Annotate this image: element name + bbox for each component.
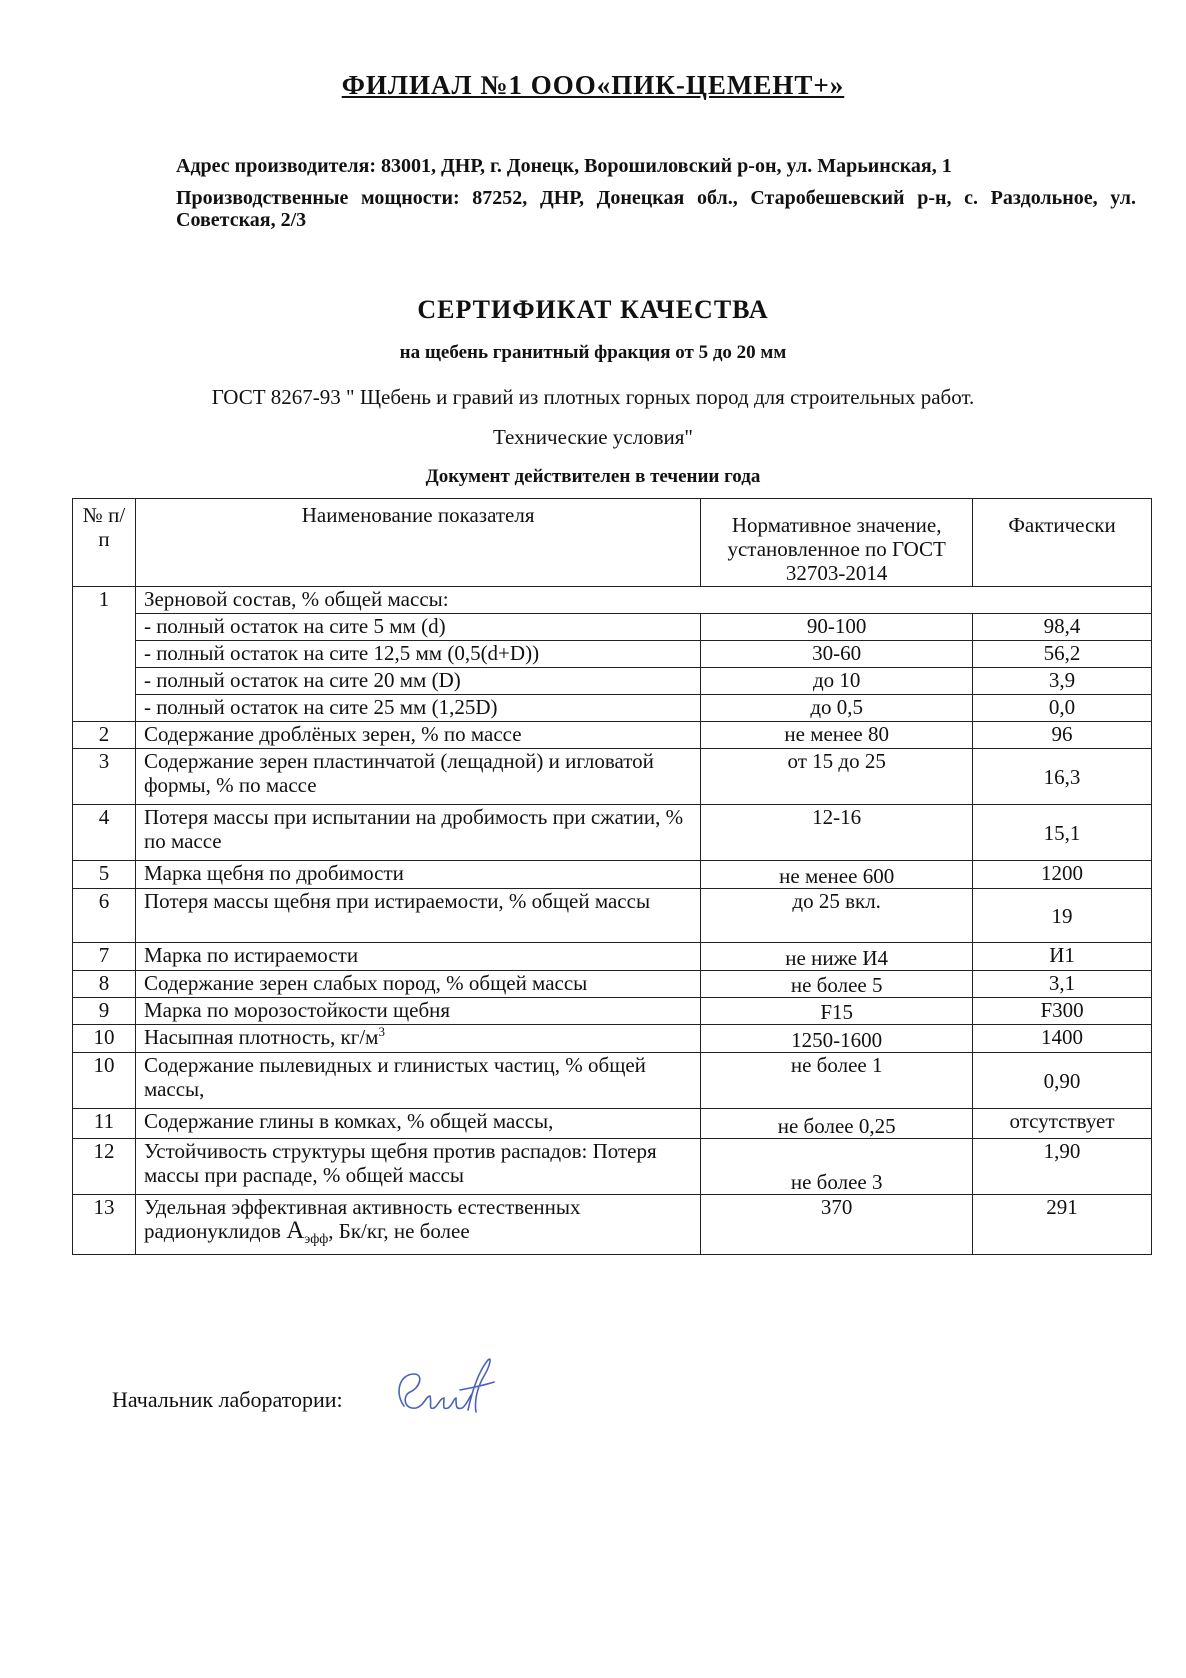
validity-note: Документ действителен в течении года [425, 466, 761, 487]
fact-value: 1,90 [973, 1139, 1152, 1195]
row-number: 11 [73, 1109, 136, 1139]
table-row [73, 695, 1152, 722]
gost-line-1: ГОСТ 8267-93 " Щебень и гравий из плотных горных пород для строительных работ. [211, 385, 975, 409]
table-row [73, 1195, 1152, 1255]
row-number: 3 [73, 749, 136, 805]
norm-value: 12-16 [701, 805, 973, 861]
row-number: 12 [73, 1139, 136, 1195]
quality-table [72, 498, 1152, 1255]
row-number: 8 [73, 971, 136, 998]
activity-subscript: эфф [304, 1232, 329, 1248]
table-row [73, 614, 1152, 641]
indicator-name [135, 1025, 700, 1053]
indicator-name: Содержание пылевидных и глинистых частиц, % общей массы, [135, 1053, 700, 1109]
indicator-name: Потеря массы при испытании на дробимость при сжатии, % по массе [135, 805, 700, 861]
table-row [73, 668, 1152, 695]
fact-value: 96 [973, 722, 1152, 749]
norm-value: 1250-1600 [701, 1025, 973, 1053]
indicator-name: - полный остаток на сите 25 мм (1,25D) [135, 695, 700, 722]
table-row [73, 1053, 1152, 1109]
norm-value: не более 5 [701, 971, 973, 998]
indicator-name: Содержание дроблёных зерен, % по массе [135, 722, 700, 749]
certificate-title: СЕРТИФИКАТ КАЧЕСТВА [417, 295, 769, 324]
header-num: № п/п [73, 499, 136, 587]
table-row [73, 722, 1152, 749]
fact-value: 98,4 [973, 614, 1152, 641]
table-row [73, 861, 1152, 889]
indicator-name: - полный остаток на сите 5 мм (d) [135, 614, 700, 641]
norm-value: до 10 [701, 668, 973, 695]
radio-label: Удельная эффективная активность естественных радионуклидов [143, 1195, 581, 1243]
fact-value: 291 [973, 1195, 1152, 1255]
fact-value: 0,0 [973, 695, 1152, 722]
table-row [73, 1139, 1152, 1195]
table-row [73, 998, 1152, 1025]
fact-value: 19 [973, 889, 1152, 943]
table-row [73, 1025, 1152, 1053]
indicator-name: - полный остаток на сите 20 мм (D) [135, 668, 700, 695]
production-address: Производственные мощности: 87252, ДНР, Донецкая обл., Старобешевский р-н, с. Раздольное, ул. Советская, 2/3 [176, 187, 1136, 231]
table-row [73, 1109, 1152, 1139]
fact-value: 16,3 [973, 749, 1152, 805]
norm-value: не более 1 [701, 1053, 973, 1109]
norm-value: F15 [701, 998, 973, 1025]
company-name: ФИЛИАЛ №1 ООО«ПИК-ЦЕМЕНТ+» [341, 70, 845, 100]
row-number: 2 [73, 722, 136, 749]
indicator-name: Содержание зерен пластинчатой (лещадной) и игловатой формы, % по массе [135, 749, 700, 805]
fact-value: 3,1 [973, 971, 1152, 998]
density-label: Насыпная плотность, кг/м [143, 1025, 379, 1049]
norm-value: 370 [701, 1195, 973, 1255]
header-fact: Фактически [973, 499, 1152, 587]
norm-value: от 15 до 25 [701, 749, 973, 805]
radio-unit: , Бк/кг, не более [328, 1219, 470, 1243]
norm-value: не менее 80 [701, 722, 973, 749]
row-number: 10 [73, 1025, 136, 1053]
header-norm: Нормативное значение, установленное по ГОСТ 32703-2014 [701, 499, 973, 587]
indicator-name: Марка по истираемости [135, 943, 700, 971]
activity-symbol: А [286, 1217, 305, 1244]
table-row [73, 641, 1152, 668]
indicator-name: Потеря массы щебня при истираемости, % общей массы [135, 889, 700, 943]
signature-label: Начальник лаборатории: [112, 1387, 343, 1412]
indicator-name: Содержание глины в комках, % общей массы, [135, 1109, 700, 1139]
table-row [73, 587, 1152, 614]
norm-value: до 25 вкл. [701, 889, 973, 943]
header-name: Наименование показателя [135, 499, 700, 587]
table-row [73, 805, 1152, 861]
row-number: 7 [73, 943, 136, 971]
row-number: 5 [73, 861, 136, 889]
signature-mark [390, 1352, 510, 1432]
fact-value: отсутствует [973, 1109, 1152, 1139]
row-number: 4 [73, 805, 136, 861]
norm-value: 30-60 [701, 641, 973, 668]
fact-value: 1200 [973, 861, 1152, 889]
norm-value: до 0,5 [701, 695, 973, 722]
grain-title: Зерновой состав, % общей массы: [135, 587, 1151, 614]
indicator-name: Устойчивость структуры щебня против распадов: Потеря массы при распаде, % общей массы [135, 1139, 700, 1195]
row-number: 13 [73, 1195, 136, 1255]
indicator-name [135, 1195, 700, 1255]
table-row [73, 889, 1152, 943]
row-number: 6 [73, 889, 136, 943]
norm-value: не более 0,25 [701, 1109, 973, 1139]
indicator-name: Марка щебня по дробимости [135, 861, 700, 889]
norm-value: не ниже И4 [701, 943, 973, 971]
fact-value: 3,9 [973, 668, 1152, 695]
manufacturer-address: Адрес производителя: 83001, ДНР, г. Донецк, Ворошиловский р-он, ул. Марьинская, 1 [176, 155, 952, 177]
fact-value: F300 [973, 998, 1152, 1025]
fact-value: И1 [973, 943, 1152, 971]
fact-value: 0,90 [973, 1053, 1152, 1109]
table-row [73, 971, 1152, 998]
fact-value: 56,2 [973, 641, 1152, 668]
table-row [73, 943, 1152, 971]
norm-value: не менее 600 [701, 861, 973, 889]
table-header-row [73, 499, 1152, 587]
density-exponent: 3 [378, 1024, 385, 1039]
norm-value: 90-100 [701, 614, 973, 641]
indicator-name: - полный остаток на сите 12,5 мм (0,5(d+D)) [135, 641, 700, 668]
table-row [73, 749, 1152, 805]
fact-value: 1400 [973, 1025, 1152, 1053]
indicator-name: Содержание зерен слабых пород, % общей массы [135, 971, 700, 998]
norm-value: не более 3 [701, 1139, 973, 1195]
gost-line-2: Технические условия" [493, 425, 693, 449]
row-number: 10 [73, 1053, 136, 1109]
indicator-name: Марка по морозостойкости щебня [135, 998, 700, 1025]
row-number: 1 [73, 587, 136, 722]
fact-value: 15,1 [973, 805, 1152, 861]
row-number: 9 [73, 998, 136, 1025]
certificate-subtitle: на щебень гранитный фракция от 5 до 20 мм [399, 342, 787, 363]
